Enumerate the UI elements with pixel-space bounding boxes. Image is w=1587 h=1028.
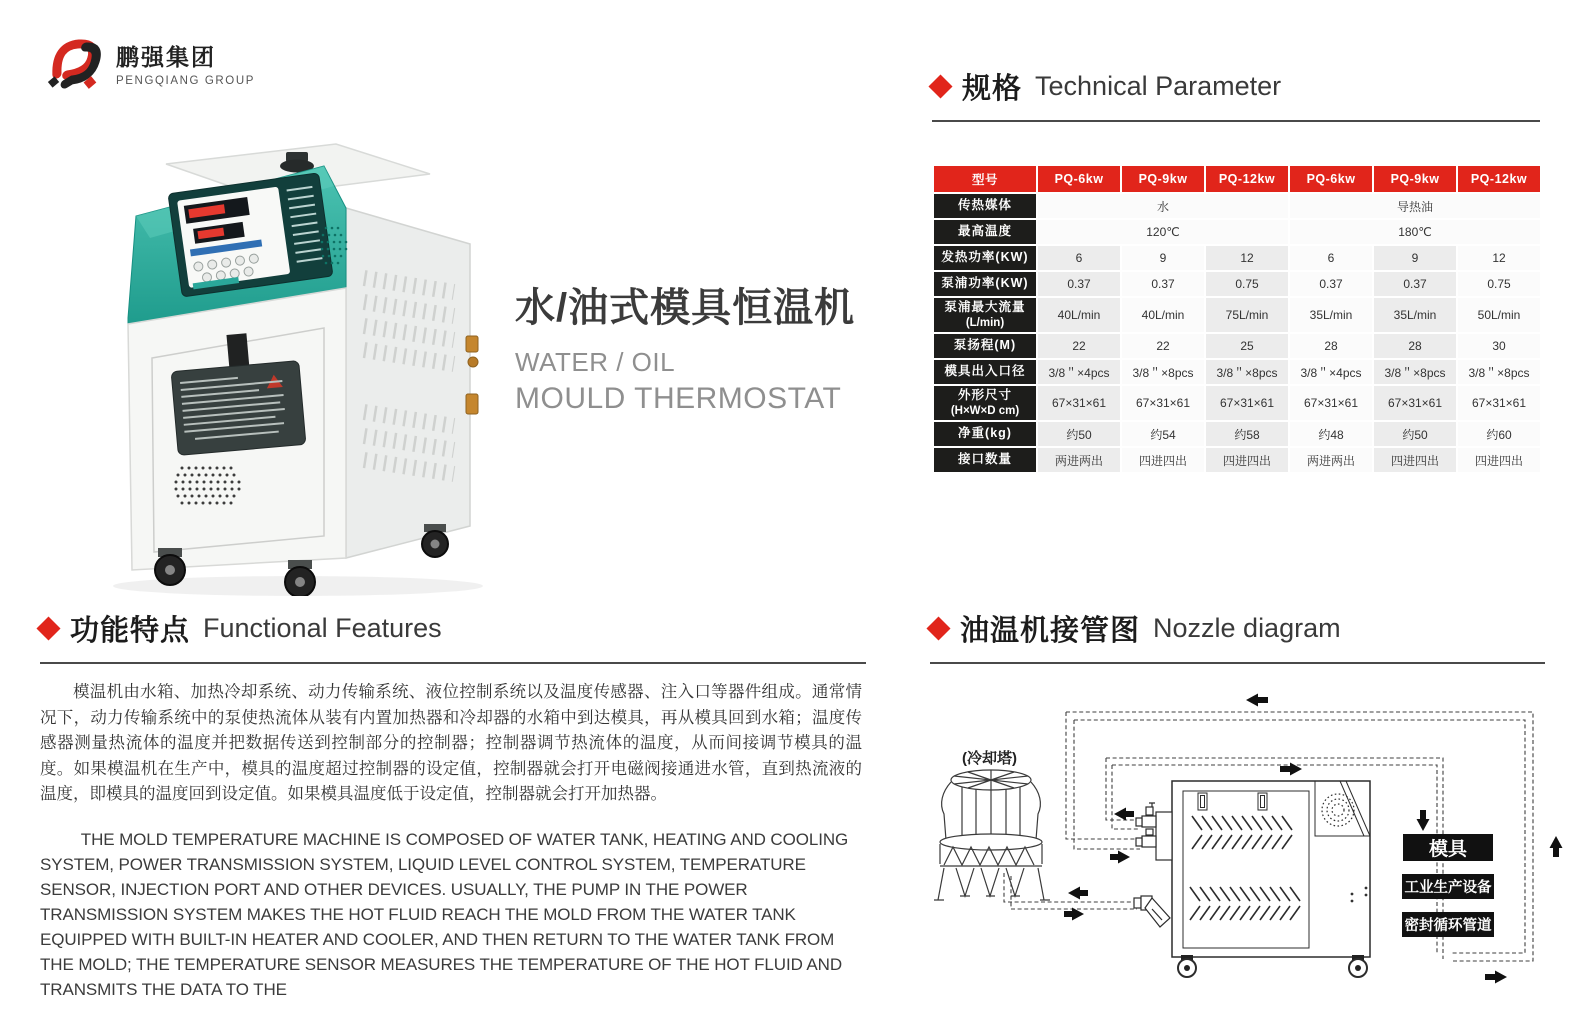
- warning-plaque: [171, 361, 306, 456]
- piping-diagram-drawing: [900, 666, 1580, 1024]
- spec-cell: 两进两出: [1290, 448, 1372, 472]
- brand-logo: [42, 34, 255, 92]
- spec-cell: 四进四出: [1458, 448, 1540, 472]
- spec-cell: 水: [1038, 194, 1288, 218]
- spec-cell: 0.37: [1290, 272, 1372, 296]
- spec-title-cn: 规格: [962, 73, 1023, 105]
- label-sealed-pipe: 密封循环管道: [1404, 918, 1492, 934]
- table-row: [934, 360, 1540, 384]
- section-underline: [930, 662, 1545, 664]
- spec-cell: 22: [1122, 334, 1204, 358]
- cooling-tower-drawing: [934, 770, 1050, 900]
- red-diamond-icon: [36, 616, 60, 640]
- spec-cell: 67×31×61: [1038, 386, 1120, 420]
- spec-cell: 12: [1458, 246, 1540, 270]
- spec-cell: 9: [1122, 246, 1204, 270]
- red-diamond-icon: [926, 616, 950, 640]
- spec-cell: 四进四出: [1122, 448, 1204, 472]
- spec-cell: 25: [1206, 334, 1288, 358]
- label-industrial-equipment: 工业生产设备: [1404, 880, 1492, 896]
- spec-cell: 0.37: [1374, 272, 1456, 296]
- brand-text: [116, 39, 255, 87]
- section-underline: [40, 662, 866, 664]
- control-panel: [168, 173, 333, 297]
- features-paragraph-en: THE MOLD TEMPERATURE MACHINE IS COMPOSED OF WATER TANK, HEATING AND COOLING SYSTEM, POWER TRANSMISSION SYSTEM, LIQUID LEVEL CONTROL SYSTEM, TEMPERATURE SENSOR, INJECTION PORT AND OTHER DEVICES. USUALLY, THE PUMP IN THE POWER TRANSMISSION SYSTEM MAKES THE HOT FLUID REACH THE MOLD FROM THE WATER TANK EQUIPPED WITH BUILT-IN HEATER AND COOLER, AND THEN RETURN TO THE WATER TANK FROM THE MOLD; THE TEMPERATURE SENSOR MEASURES THE TEMPERATURE OF THE HOT FLUID AND TRANSMITS THE DATA TO THE: [40, 829, 849, 999]
- spec-cell: 约50: [1038, 422, 1120, 446]
- section-nozzle-diagram: [930, 608, 1545, 664]
- model-header: PQ-9kw: [1122, 166, 1204, 192]
- row-label: 接口数量: [934, 448, 1036, 472]
- section-technical-parameter: [932, 66, 1540, 122]
- nozzle-diagram: [900, 666, 1580, 1024]
- spec-cell: 180℃: [1290, 220, 1540, 244]
- table-row: [934, 246, 1540, 270]
- nozzle-title-en: Nozzle diagram: [1153, 613, 1341, 643]
- product-title-cn: 水/油式模具恒温机: [515, 286, 856, 330]
- spec-cell: 3/8＂×4pcs: [1038, 360, 1120, 384]
- spec-cell: 22: [1038, 334, 1120, 358]
- spec-cell: 120℃: [1038, 220, 1288, 244]
- spec-cell: 0.37: [1038, 272, 1120, 296]
- model-header-label: 型号: [934, 166, 1036, 192]
- table-row: [934, 448, 1540, 472]
- model-header: PQ-6kw: [1290, 166, 1372, 192]
- nozzle-title-cn: 油温机接管图: [960, 615, 1141, 647]
- spec-cell: 40L/min: [1122, 298, 1204, 332]
- section-functional-features: [40, 608, 866, 1002]
- spec-cell: 40L/min: [1038, 298, 1120, 332]
- table-row: [934, 194, 1540, 218]
- spec-cell: 75L/min: [1206, 298, 1288, 332]
- product-subtitle-1: WATER / OIL: [515, 347, 676, 377]
- section-underline: [932, 120, 1540, 122]
- table-row: [934, 422, 1540, 446]
- spec-cell: 6: [1290, 246, 1372, 270]
- spec-cell: 28: [1290, 334, 1372, 358]
- row-label: 外形尺寸 (H×W×D cm): [934, 386, 1036, 420]
- model-header: PQ-6kw: [1038, 166, 1120, 192]
- table-row: [934, 272, 1540, 296]
- nozzle-fittings: [1134, 803, 1172, 927]
- spec-cell: 四进四出: [1206, 448, 1288, 472]
- row-label: 泵浦功率(KW): [934, 272, 1036, 296]
- model-header: PQ-9kw: [1374, 166, 1456, 192]
- features-paragraph-cn: 模温机由水箱、加热冷却系统、动力传输系统、液位控制系统以及温度传感器、注入口等器件组成。通常情况下，动力传输系统中的泵使热流体从装有内置加热器和冷却器的水箱中到达模具，再从模具回到水箱；温度传感器测量热流体的温度并把数据传送到控制部分的控制器；控制器调节热流体的温度，从而间接调节模具的温度。如果模温机在生产中，模具的温度超过控制器的设定值，控制器就会打开电磁阀接通进水管，直到热流液的温度，即模具的温度回到设定值。如果模具温度低于设定值，控制器就会打开加热器。: [40, 683, 862, 803]
- spec-cell: 两进两出: [1038, 448, 1120, 472]
- table-header-row: [934, 166, 1540, 192]
- row-label: 净重(kg): [934, 422, 1036, 446]
- row-label: 泵浦最大流量 (L/min): [934, 298, 1036, 332]
- model-header: PQ-12kw: [1206, 166, 1288, 192]
- spec-cell: 35L/min: [1374, 298, 1456, 332]
- spec-cell: 0.75: [1458, 272, 1540, 296]
- brand-name-cn: 鹏强集团: [116, 44, 216, 70]
- product-title-block: [515, 276, 855, 416]
- features-title-en: Functional Features: [203, 613, 442, 643]
- row-label: 最高温度: [934, 220, 1036, 244]
- row-label: 泵扬程(M): [934, 334, 1036, 358]
- spec-cell: 0.75: [1206, 272, 1288, 296]
- row-label: 模具出入口径: [934, 360, 1036, 384]
- brand-name-en: PENGQIANG GROUP: [116, 75, 256, 87]
- row-label: 传热媒体: [934, 194, 1036, 218]
- spec-cell: 67×31×61: [1458, 386, 1540, 420]
- features-title-cn: 功能特点: [70, 615, 191, 647]
- spec-cell: 3/8＂×4pcs: [1290, 360, 1372, 384]
- spec-table-container: [932, 164, 1542, 474]
- spec-cell: 0.37: [1122, 272, 1204, 296]
- model-header: PQ-12kw: [1458, 166, 1540, 192]
- spec-cell: 35L/min: [1290, 298, 1372, 332]
- product-subtitle-2: MOULD THERMOSTAT: [515, 382, 842, 415]
- spec-cell: 3/8＂×8pcs: [1374, 360, 1456, 384]
- spec-cell: 四进四出: [1374, 448, 1456, 472]
- table-row: [934, 386, 1540, 420]
- spec-cell: 12: [1206, 246, 1288, 270]
- spec-cell: 9: [1374, 246, 1456, 270]
- spec-cell: 28: [1374, 334, 1456, 358]
- cooling-tower-label: (冷却塔): [962, 750, 1017, 767]
- spec-cell: 导热油: [1290, 194, 1540, 218]
- row-label: 发热功率(KW): [934, 246, 1036, 270]
- spec-cell: 67×31×61: [1206, 386, 1288, 420]
- spec-cell: 50L/min: [1458, 298, 1540, 332]
- machine-drawing: [1134, 781, 1370, 977]
- table-row: [934, 334, 1540, 358]
- spec-cell: 67×31×61: [1122, 386, 1204, 420]
- spec-cell: 67×31×61: [1374, 386, 1456, 420]
- spec-cell: 3/8＂×8pcs: [1206, 360, 1288, 384]
- spec-cell: 约60: [1458, 422, 1540, 446]
- spec-cell: 6: [1038, 246, 1120, 270]
- table-row: [934, 298, 1540, 332]
- mould-thermostat-machine-image: [78, 96, 508, 596]
- spec-cell: 约58: [1206, 422, 1288, 446]
- table-row: [934, 220, 1540, 244]
- product-photo: [78, 96, 508, 596]
- spec-title-en: Technical Parameter: [1035, 71, 1282, 101]
- spec-cell: 30: [1458, 334, 1540, 358]
- technical-parameter-table: [932, 164, 1542, 474]
- spec-cell: 约48: [1290, 422, 1372, 446]
- spec-cell: 67×31×61: [1290, 386, 1372, 420]
- spec-cell: 约54: [1122, 422, 1204, 446]
- pengqiang-logo-icon: [42, 34, 104, 92]
- spec-cell: 3/8＂×8pcs: [1458, 360, 1540, 384]
- spec-cell: 3/8＂×8pcs: [1122, 360, 1204, 384]
- diagram-labels: [1402, 834, 1494, 937]
- spec-cell: 约50: [1374, 422, 1456, 446]
- label-mold: 模具: [1428, 839, 1468, 860]
- red-diamond-icon: [928, 74, 952, 98]
